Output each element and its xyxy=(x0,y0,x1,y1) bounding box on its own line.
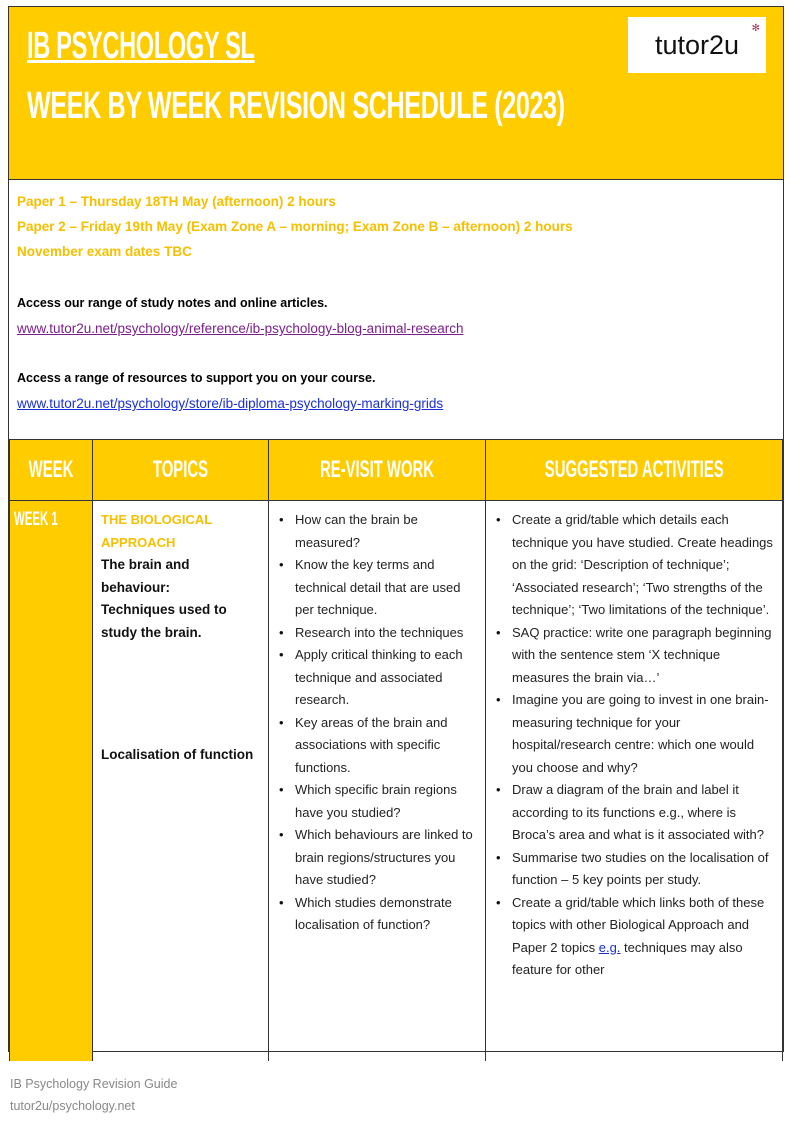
resources-text: Access a range of resources to support you on your course. xyxy=(17,371,376,385)
list-item: • Draw a diagram of the brain and label it according to its functions e.g., where is Broca’s area and what is it associated with? xyxy=(506,779,774,847)
tutor2u-logo xyxy=(628,17,766,73)
approach-title: THE BIOLOGICAL APPROACH xyxy=(101,512,212,550)
paper2-date: Paper 2 – Friday 19th May (Exam Zone A – morning; Exam Zone B – afternoon) 2 hours xyxy=(17,219,573,234)
logo-mark-icon: ✻ xyxy=(751,23,760,34)
week-cell: WEEK 1 xyxy=(10,501,93,1062)
topics-cell xyxy=(93,501,269,1062)
topic-brain-behaviour: The brain and behaviour: xyxy=(101,557,190,595)
logo-text: tutor2u xyxy=(654,29,740,60)
list-item: • Create a grid/table which links both of these topics with other Biological Approach and Paper 2 topics e.g. techniques may also feature for other xyxy=(506,892,774,982)
revisit-cell xyxy=(269,501,486,1062)
topic-techniques: Techniques used to study the brain. xyxy=(101,602,227,640)
list-item: • Know the key terms and technical detail that are used per technique. xyxy=(289,554,477,622)
doc-title: IB PSYCHOLOGY SL xyxy=(27,25,255,67)
header-topics: TOPICS xyxy=(93,440,269,501)
header-activities: SUGGESTED ACTIVITIES xyxy=(486,440,783,501)
activities-cell xyxy=(486,501,783,1062)
document-page xyxy=(8,6,784,1052)
info-section xyxy=(17,189,573,416)
notes-link[interactable]: www.tutor2u.net/psychology/reference/ib-psychology-blog-animal-research xyxy=(17,321,464,336)
header-revisit: RE-VISIT WORK xyxy=(269,440,486,501)
list-item: • Imagine you are going to invest in one brain-measuring technique for your hospital/research centre: which one would you choose and why? xyxy=(506,689,774,779)
topic-localisation: Localisation of function xyxy=(101,747,254,762)
eg-link[interactable]: e.g. xyxy=(598,939,621,955)
doc-subtitle: WEEK BY WEEK REVISION SCHEDULE (2023) xyxy=(27,85,565,127)
list-item: • How can the brain be measured? xyxy=(289,509,477,554)
footer-site: tutor2u/psychology.net xyxy=(10,1099,135,1113)
table-row xyxy=(10,501,783,1062)
list-item: • Which behaviours are linked to brain regions/structures you have studied? xyxy=(289,824,477,892)
notes-text: Access our range of study notes and online articles. xyxy=(17,296,328,310)
list-item: • Summarise two studies on the localisation of function – 5 key points per study. xyxy=(506,847,774,892)
schedule-table xyxy=(9,439,783,1061)
list-item: • Which specific brain regions have you studied? xyxy=(289,779,477,824)
header-week: WEEK xyxy=(10,440,93,501)
list-item: • SAQ practice: write one paragraph beginning with the sentence stem ‘X technique measures the brain via…’ xyxy=(506,622,774,690)
table-header-row xyxy=(10,440,783,501)
list-item: • Research into the techniques xyxy=(289,622,477,645)
list-item: • Create a grid/table which details each technique you have studied. Create headings on the grid: ‘Description of technique’; ‘Associated research’; ‘Two strengths of the technique’; ‘Two limitations of the technique’. xyxy=(506,509,774,622)
paper1-date: Paper 1 – Thursday 18TH May (afternoon) 2 hours xyxy=(17,194,336,209)
list-item: • Apply critical thinking to each technique and associated research. xyxy=(289,644,477,712)
list-item: • Key areas of the brain and associations with specific functions. xyxy=(289,712,477,780)
november-dates: November exam dates TBC xyxy=(17,244,192,259)
resources-link[interactable]: www.tutor2u.net/psychology/store/ib-diploma-psychology-marking-grids xyxy=(17,396,444,411)
header-banner xyxy=(9,7,783,180)
list-item: • Which studies demonstrate localisation of function? xyxy=(289,892,477,937)
footer-guide: IB Psychology Revision Guide xyxy=(10,1077,178,1091)
